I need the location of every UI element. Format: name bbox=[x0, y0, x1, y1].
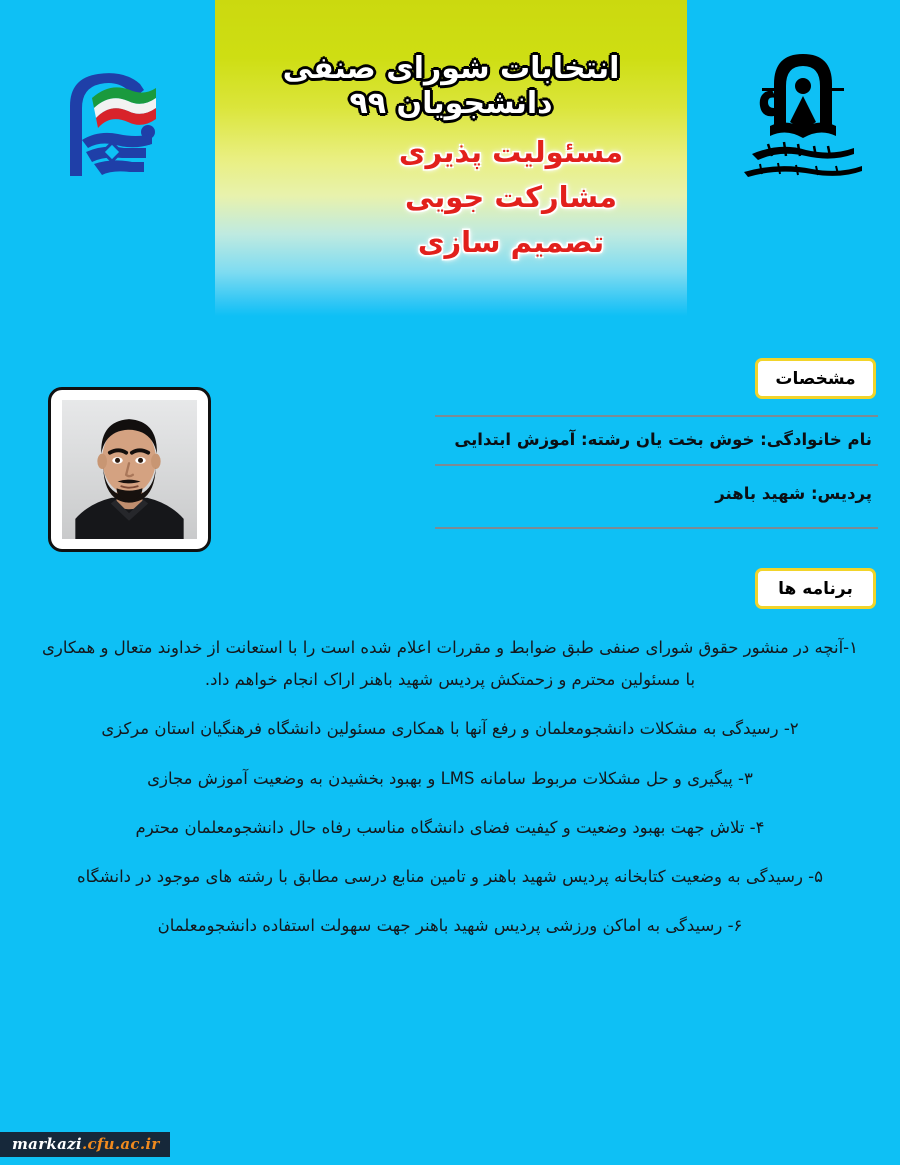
slogan-line-1: مسئولیت پذیری bbox=[398, 135, 624, 169]
info-row-name-major: نام خانوادگی: خوش بخت یان رشته: آموزش ابتدایی bbox=[454, 430, 872, 449]
plan-item: ۱-آنچه در منشور حقوق شورای صنفی طبق ضوابط و مقررات اعلام شده است را با استعانت از خداوند متعال و همکاری با مسئولین محترم و زحمتکش پردیس شهید باهنر اراک انجام خواهم داد. bbox=[42, 638, 858, 690]
plan-item: ۴- تلاش جهت بهبود وضعیت و کیفیت فضای دانشگاه مناسب رفاه حال دانشجومعلمان محترم bbox=[135, 817, 765, 837]
specs-badge: مشخصات bbox=[755, 358, 876, 399]
watermark-main: markazi bbox=[12, 1135, 82, 1153]
student-guild-council-logo-icon bbox=[48, 48, 176, 188]
slogan-line-2: مشارکت جویی bbox=[404, 179, 618, 214]
poster-title: انتخابات شورای صنفی دانشجویان ۹۹ bbox=[282, 51, 620, 121]
plan-item: ۳- پیگیری و حل مشکلات مربوط سامانه LMS و بهبود بخشیدن به وضعیت آموزش مجازی bbox=[147, 768, 753, 788]
plan-item: ۲- رسیدگی به مشکلات دانشجومعلمان و رفع آنها با همکاری مسئولین دانشگاه فرهنگیان استان مرکزی bbox=[101, 719, 799, 739]
candidate-photo-frame bbox=[48, 387, 211, 552]
slogan-group bbox=[215, 130, 687, 265]
candidate-photo bbox=[62, 400, 197, 539]
divider-bottom bbox=[435, 527, 878, 529]
farhangian-university-logo-icon bbox=[728, 44, 878, 192]
plans-list bbox=[30, 632, 870, 959]
info-row-campus: پردیس: شهید باهنر bbox=[715, 484, 872, 504]
slogan-line-3: تصمیم سازی bbox=[417, 224, 605, 259]
candidate-info-block bbox=[435, 415, 878, 529]
watermark-accent: .cfu.ac.ir bbox=[81, 1135, 160, 1153]
plan-item: ۶- رسیدگی به اماکن ورزشی پردیس شهید باهنر جهت سهولت استفاده دانشجومعلمان bbox=[157, 916, 743, 936]
plans-badge: برنامه ها bbox=[755, 568, 876, 609]
plan-item: ۵- رسیدگی به وضعیت کتابخانه پردیس شهید باهنر و تامین منابع درسی مطابق با رشته های موجود در دانشگاه bbox=[76, 866, 824, 886]
site-watermark bbox=[0, 1132, 170, 1157]
header-banner bbox=[215, 0, 687, 316]
